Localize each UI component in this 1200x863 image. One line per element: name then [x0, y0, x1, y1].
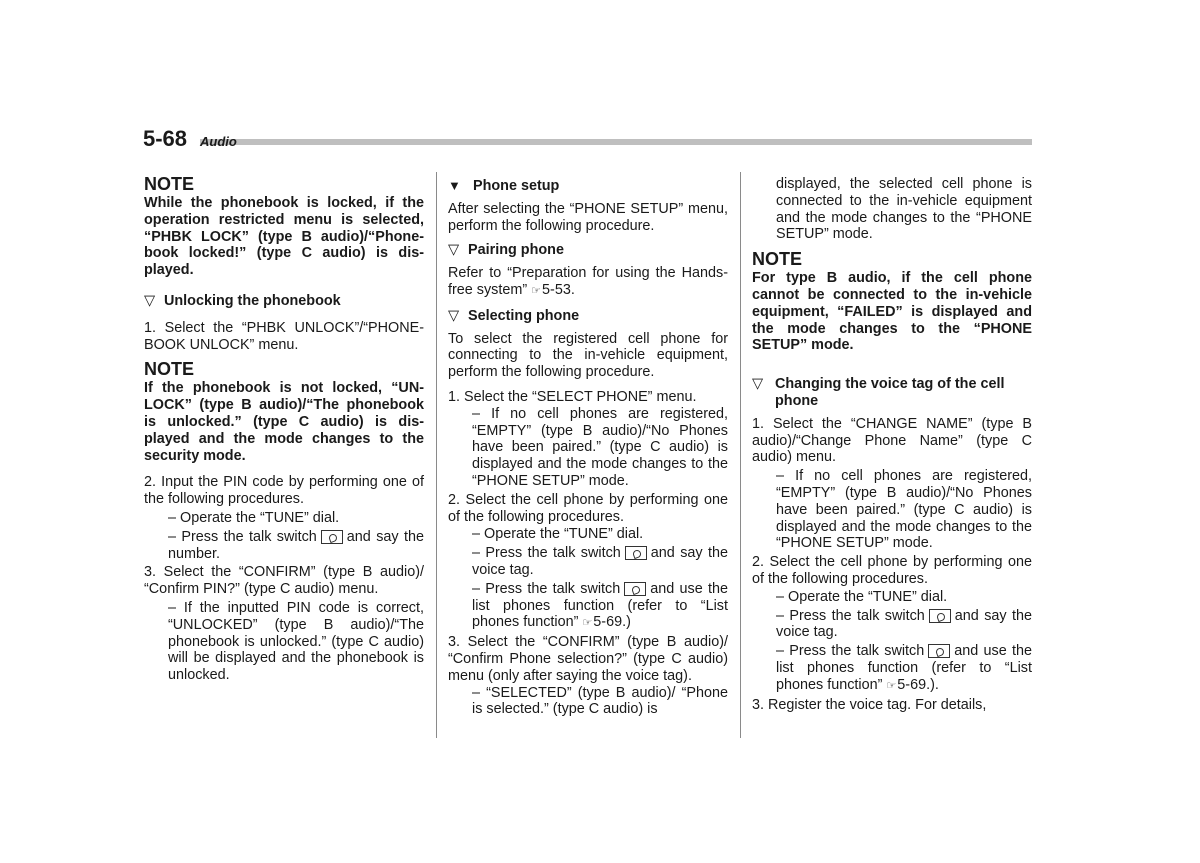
subsection-heading	[448, 308, 728, 325]
page-number: 5-68	[143, 126, 188, 151]
step-3: 3. Select the “CONFIRM” (type B audio)/ “Confirm Phone selection?” (type C audio) menu (only after saying the voice tag).	[448, 634, 728, 684]
paragraph: To select the registered cell phone for connecting to the in-vehicle equipment, perform the following procedure.	[448, 330, 728, 381]
option-text: – Press the talk switch	[168, 528, 317, 545]
step-1: 1. Select the “CHANGE NAME” (type B audio)/“Change Phone Name” (type C audio) menu.	[752, 415, 1032, 466]
subsection-title: Selecting phone	[468, 307, 580, 324]
option-text: and say the voice tag.	[472, 545, 728, 578]
note-body: While the phonebook is locked, if the operation restricted menu is selected, “PHBK LOCK” (type B audio)/“Phone-book locked!” (type C audio) is dis-played.	[144, 195, 424, 279]
paragraph	[448, 265, 728, 300]
page-reference: 5-69.)	[593, 614, 631, 631]
column-divider	[740, 172, 741, 738]
column-3	[752, 176, 1032, 713]
step-2: 2. Input the PIN code by performing one of the following procedures.	[144, 474, 424, 508]
open-triangle-icon: ▽	[448, 242, 460, 259]
step-2: 2. Select the cell phone by performing one of the following procedures.	[752, 554, 1032, 587]
open-triangle-icon: ▽	[752, 376, 764, 393]
note-title: NOTE	[144, 359, 195, 380]
option-text: and say the voice tag.	[776, 607, 1032, 641]
subsection-title: Pairing phone	[468, 242, 564, 259]
column-divider	[436, 172, 437, 738]
step-option	[144, 529, 424, 563]
note-body: If the phonebook is not locked, “UN-LOCK” (type B audio)/“The phonebook is unlocked.” (type C audio) is dis-played and the mode changes to the security mode.	[144, 380, 424, 464]
step-1: 1. Select the “PHBK UNLOCK”/“PHONE-BOOK UNLOCK” menu.	[144, 319, 424, 353]
option-text: and use the list phones function (refer to “List phones function”	[776, 643, 1033, 693]
step-option	[752, 643, 1032, 694]
column-2	[448, 174, 728, 718]
step-option	[448, 581, 728, 632]
step-option: – If the inputted PIN code is correct, “UNLOCKED” (type B audio)/“The phonebook is unlocked.” (type C audio) will be displayed and the phonebook is unlocked.	[168, 599, 424, 684]
note-title: NOTE	[752, 249, 803, 270]
step-option: – If no cell phones are registered, “EMPTY” (type B audio)/“No Phones have been paired.” (type C audio) is displayed and the mode changes to the “PHONE SETUP” mode.	[776, 468, 1032, 552]
step-option	[752, 608, 1032, 642]
section-title: Audio	[200, 134, 237, 149]
step-option: – Operate the “TUNE” dial.	[168, 509, 340, 526]
step-option: – Operate the “TUNE” dial.	[776, 588, 948, 605]
filled-triangle-icon: ▼	[448, 178, 461, 193]
note-body: For type B audio, if the cell phone cannot be connected to the in-vehicle equipment, “FAILED” is displayed and the mode changes to the “PHONE SETUP” mode.	[752, 270, 1032, 354]
subsection-heading	[752, 376, 1032, 410]
step-3: 3. Select the “CONFIRM” (type B audio)/ “Confirm PIN?” (type C audio) menu.	[144, 564, 424, 598]
step-1: 1. Select the “SELECT PHONE” menu.	[448, 388, 697, 405]
option-text: – Press the talk switch	[776, 607, 925, 624]
option-text: – Press the talk switch	[472, 580, 621, 597]
open-triangle-icon: ▽	[144, 292, 156, 309]
section-heading	[448, 178, 728, 195]
subsection-heading	[144, 293, 424, 310]
section-heading-title: Phone setup	[473, 178, 560, 194]
step-option: – “SELECTED” (type B audio)/ “Phone is selected.” (type C audio) is	[472, 684, 728, 718]
option-text: and use the list phones function (refer to “List phones function”	[472, 580, 729, 631]
column-1	[144, 174, 424, 684]
page-reference-icon: ☞	[531, 284, 542, 297]
talk-switch-icon	[625, 546, 647, 560]
paragraph-text: Refer to “Preparation for using the Hands-free system”	[448, 265, 728, 298]
option-text: – Press the talk switch	[472, 545, 621, 562]
step-3: 3. Register the voice tag. For details,	[752, 696, 987, 713]
talk-switch-icon	[929, 609, 951, 623]
subsection-title: Unlocking the phonebook	[164, 292, 341, 309]
option-text: and say the number.	[168, 528, 424, 562]
header-rule	[200, 139, 1032, 145]
step-2: 2. Select the cell phone by performing one of the following procedures.	[448, 491, 728, 525]
talk-switch-icon	[624, 582, 646, 596]
step-option: – If no cell phones are registered, “EMPTY” (type B audio)/“No Phones have been paired.” (type C audio) is displayed and the mode changes to the “PHONE SETUP” mode.	[472, 405, 728, 489]
step-option-continued: displayed, the selected cell phone is connected to the in-vehicle equipment and the mode changes to the “PHONE SETUP” mode.	[776, 176, 1032, 243]
option-text: – Press the talk switch	[776, 643, 925, 660]
page-reference-icon: ☞	[582, 617, 593, 630]
step-option	[448, 545, 728, 579]
page-reference: 5-53.	[542, 281, 575, 298]
talk-switch-icon	[928, 644, 950, 658]
note-title: NOTE	[144, 174, 195, 194]
open-triangle-icon: ▽	[448, 307, 460, 324]
step-option: – Operate the “TUNE” dial.	[472, 526, 644, 543]
subsection-heading	[448, 242, 728, 259]
paragraph: After selecting the “PHONE SETUP” menu, perform the following procedure.	[448, 200, 728, 234]
talk-switch-icon	[321, 530, 343, 544]
page-reference: 5-69.).	[897, 676, 939, 693]
subsection-title: Changing the voice tag of the cell phone	[775, 376, 1005, 409]
page-reference-icon: ☞	[886, 679, 897, 692]
